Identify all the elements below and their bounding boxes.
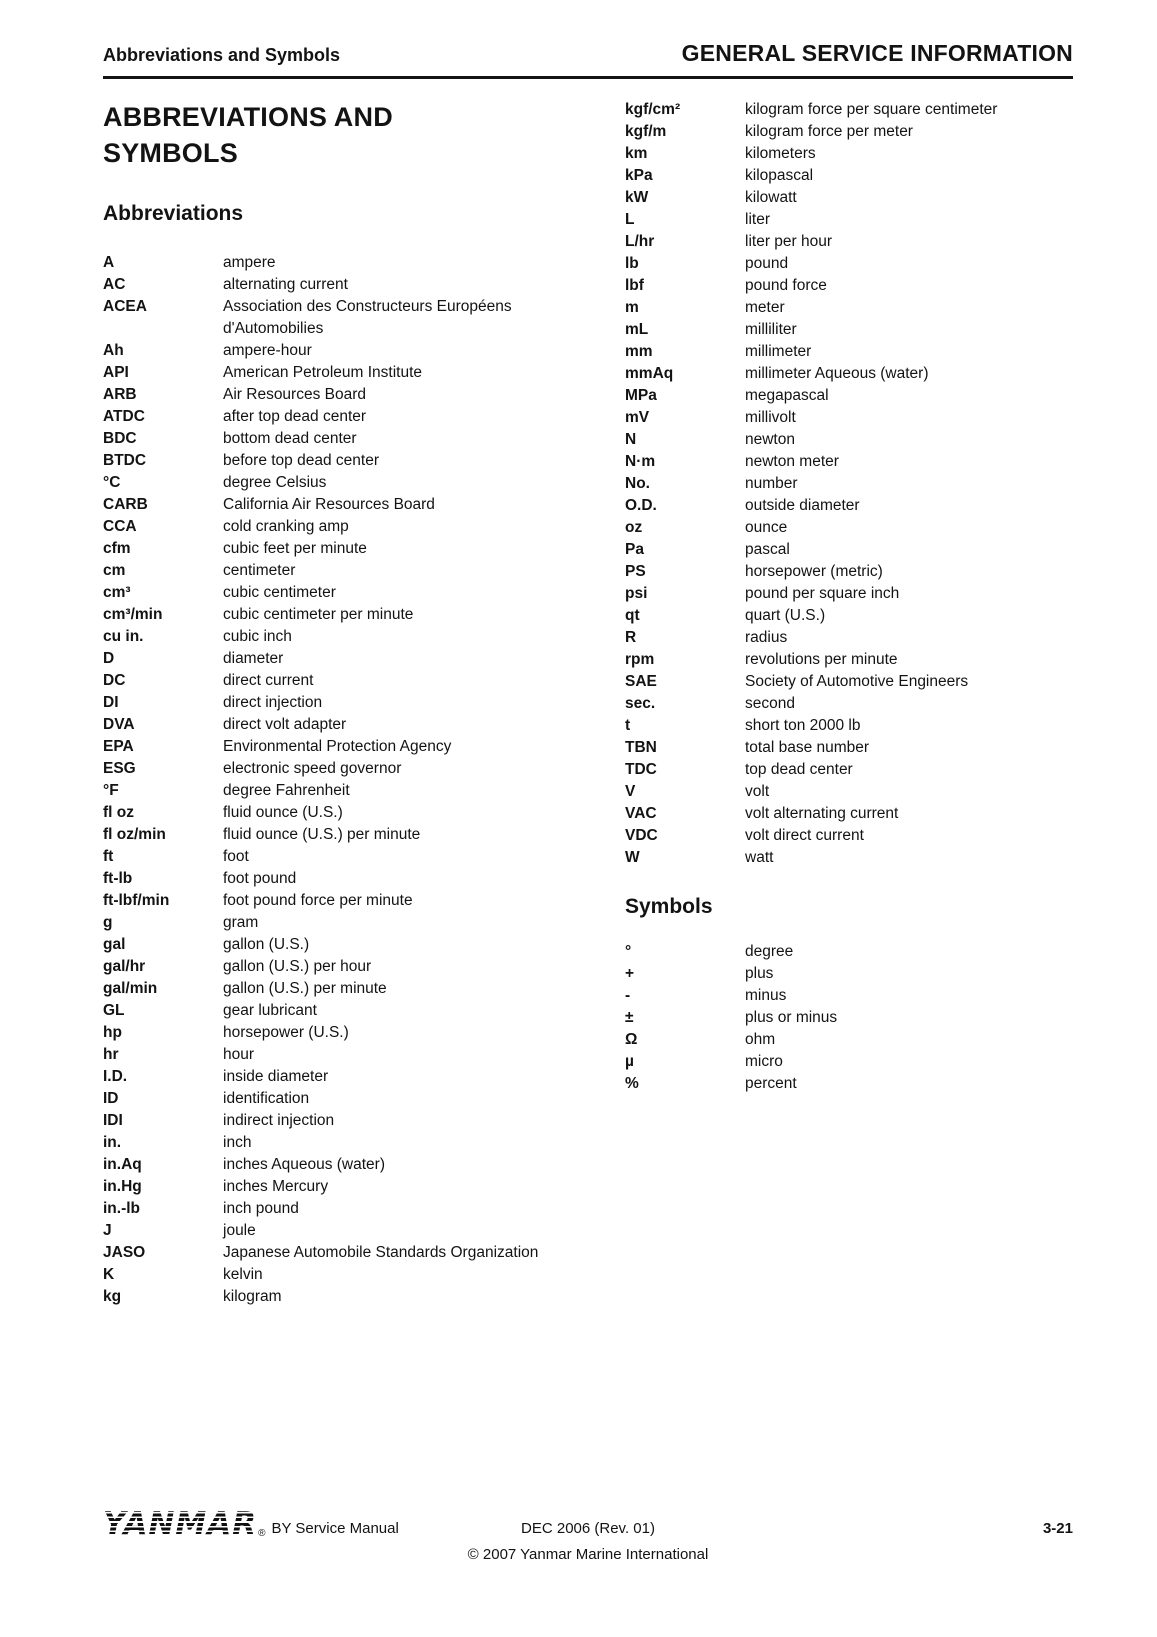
abbreviation-entry-definition: cubic centimeter per minute [223, 605, 414, 623]
abbreviation-entry-definition: volt [745, 783, 770, 800]
abbreviation-entry-term: O.D. [625, 497, 657, 514]
abbreviation-entry-definition: kilogram force per square centimeter [745, 101, 998, 118]
abbreviation-entry-term: W [625, 849, 640, 866]
abbreviation-entry [625, 759, 1073, 781]
abbreviation-entry-definition: horsepower (U.S.) [223, 1023, 349, 1041]
abbreviation-entry [103, 538, 600, 560]
abbreviation-entry [103, 1066, 600, 1088]
abbreviation-entry-definition: American Petroleum Institute [223, 363, 423, 381]
header-section-title: Abbreviations and Symbols [103, 45, 341, 65]
abbreviation-entry-definition: degree Celsius [223, 473, 327, 491]
symbols-list [625, 941, 1073, 1095]
abbreviation-entry-term: V [625, 783, 636, 800]
abbreviation-entry-definition: kilopascal [745, 167, 814, 184]
abbreviation-entry-definition: inch pound [223, 1199, 299, 1217]
abbreviation-entry-definition: before top dead center [223, 451, 379, 469]
abbreviation-entry-definition: foot pound [223, 869, 297, 887]
abbreviation-entry [625, 341, 1073, 363]
abbreviation-entry [625, 517, 1073, 539]
abbreviation-entry-term: mV [625, 409, 650, 426]
registered-trademark-icon: ® [258, 1528, 266, 1539]
abbreviation-entry [625, 363, 1073, 385]
abbreviation-entry [103, 1264, 600, 1286]
abbreviation-entry-definition: direct volt adapter [223, 715, 347, 733]
symbol-entry-definition: minus [745, 987, 787, 1004]
abbreviation-entry [625, 473, 1073, 495]
abbreviation-entry-definition: indirect injection [223, 1111, 335, 1129]
abbreviation-entry [103, 934, 600, 956]
abbreviation-entry [103, 912, 600, 934]
abbreviation-entry [625, 539, 1073, 561]
abbreviation-entry-term: ft-lbf/min [103, 891, 170, 909]
abbreviation-entry [103, 692, 600, 714]
abbreviation-entry-term: ARB [103, 385, 137, 403]
abbreviation-entry [103, 428, 600, 450]
abbreviation-entry-definition: gear lubricant [223, 1001, 317, 1019]
footer-row [103, 1506, 1073, 1542]
abbreviation-entry-term: hr [103, 1045, 119, 1063]
symbol-entry-definition: ohm [745, 1031, 776, 1048]
abbreviations-heading: Abbreviations [103, 201, 244, 225]
symbol-entry-term: ° [625, 943, 632, 960]
abbreviation-entry-term: in. [103, 1133, 122, 1151]
abbreviation-entry [103, 868, 600, 890]
abbreviation-entry-definition: Air Resources Board [223, 385, 367, 403]
abbreviation-entry-definition: hour [223, 1045, 255, 1063]
abbreviation-entry [103, 604, 600, 626]
abbreviation-entry-term: AC [103, 275, 126, 293]
abbreviation-entry [625, 649, 1073, 671]
abbreviation-entry-term: mmAq [625, 365, 674, 382]
abbreviation-entry-term: DI [103, 693, 119, 711]
abbreviation-entry-term: in.Aq [103, 1155, 142, 1173]
abbreviation-entry [103, 582, 600, 604]
abbreviation-entry-definition: degree Fahrenheit [223, 781, 350, 799]
abbreviation-entry [625, 231, 1073, 253]
abbreviation-entry-term: TDC [625, 761, 657, 778]
abbreviation-entry [103, 1110, 600, 1132]
abbreviation-entry-term: cu in. [103, 627, 144, 645]
abbreviation-entry-term: L/hr [625, 233, 655, 250]
abbreviation-entry [103, 494, 600, 516]
abbreviation-entry [625, 737, 1073, 759]
yanmar-logo: YANMAR [103, 1506, 258, 1542]
page-footer [103, 1506, 1073, 1563]
abbreviation-entry-definition: number [745, 475, 798, 492]
abbreviation-entry-definition: watt [745, 849, 774, 866]
abbreviation-entry-term: MPa [625, 387, 657, 404]
abbreviation-entry-term: No. [625, 475, 650, 492]
abbreviation-entry-term: JASO [103, 1243, 146, 1261]
abbreviation-entry-definition: quart (U.S.) [745, 607, 826, 624]
symbol-entry-definition: plus or minus [745, 1009, 838, 1026]
abbreviation-entry-term: lbf [625, 277, 644, 294]
abbreviation-entry-definition: liter [745, 211, 770, 228]
abbreviation-entry-definition: foot [223, 847, 249, 865]
abbreviation-entry-term: TBN [625, 739, 657, 756]
abbreviation-entry [625, 143, 1073, 165]
abbreviation-entry-term: rpm [625, 651, 655, 668]
abbreviations-list-col2 [625, 99, 1073, 869]
abbreviation-entry-definition: outside diameter [745, 497, 860, 514]
abbreviation-entry-definition: kilogram force per meter [745, 123, 913, 140]
abbreviation-entry-term: CARB [103, 495, 148, 513]
abbreviation-entry-term: m [625, 299, 639, 316]
abbreviation-entry [103, 1242, 600, 1264]
abbreviation-entry-definition: gallon (U.S.) per hour [223, 957, 372, 975]
abbreviation-entry-term: VAC [625, 805, 657, 822]
abbreviation-entry-term: DVA [103, 715, 135, 733]
abbreviation-entry [103, 824, 600, 846]
abbreviation-entry-definition: second [745, 695, 795, 712]
abbreviation-entry [625, 715, 1073, 737]
abbreviation-entry-definition: cubic centimeter [223, 583, 336, 601]
abbreviation-entry-definition: inches Mercury [223, 1177, 329, 1195]
abbreviation-entry-term: ft [103, 847, 114, 865]
abbreviation-entry-definition: kilometers [745, 145, 816, 162]
abbreviation-entry-term: DC [103, 671, 126, 689]
left-column [103, 99, 600, 1308]
abbreviation-entry-term: mL [625, 321, 649, 338]
abbreviation-entry [103, 1286, 600, 1308]
abbreviation-entry-term: ATDC [103, 407, 145, 425]
abbreviation-entry [103, 1154, 600, 1176]
abbreviation-entry-term: gal [103, 935, 126, 953]
abbreviation-entry-definition: newton meter [745, 453, 839, 470]
abbreviation-entry-definition: pound [745, 255, 789, 272]
abbreviation-entry-definition: inside diameter [223, 1067, 329, 1085]
symbol-entry-term: + [625, 965, 635, 982]
symbol-entry-definition: plus [745, 965, 774, 982]
symbol-entry [625, 985, 1073, 1007]
abbreviation-entry-definition: gram [223, 913, 259, 931]
abbreviation-entry-definition: milliliter [745, 321, 797, 338]
header-chapter-title: GENERAL SERVICE INFORMATION [681, 40, 1073, 66]
abbreviation-entry [103, 384, 600, 406]
abbreviation-entry-term: qt [625, 607, 640, 624]
abbreviation-entry-definition: direct current [223, 671, 314, 689]
abbreviation-entry-definition: gallon (U.S.) per minute [223, 979, 387, 997]
abbreviation-entry [103, 890, 600, 912]
abbreviation-entry-definition: millimeter Aqueous (water) [745, 365, 929, 382]
abbreviation-entry [103, 1198, 600, 1220]
abbreviation-entry-term: kgf/cm² [625, 101, 681, 118]
abbreviation-entry-term: kPa [625, 167, 653, 184]
abbreviation-entry [103, 736, 600, 758]
abbreviation-entry [625, 803, 1073, 825]
abbreviation-entry-term: hp [103, 1023, 122, 1041]
abbreviation-entry-definition: direct injection [223, 693, 323, 711]
abbreviation-entry-definition: megapascal [745, 387, 829, 404]
abbreviation-entry [103, 978, 600, 1000]
symbol-entry-term: ± [625, 1009, 634, 1026]
abbreviation-entry-term: kW [625, 189, 649, 206]
abbreviation-entry-definition: meter [745, 299, 785, 316]
symbol-entry-definition: degree [745, 943, 794, 960]
abbreviation-entry-term: PS [625, 563, 646, 580]
footer-manual-name: BY Service Manual [271, 1520, 399, 1537]
abbreviation-entry [625, 319, 1073, 341]
abbreviation-entry-definition: ampere-hour [223, 341, 312, 359]
abbreviation-entry-term: g [103, 913, 113, 931]
abbreviation-entry [103, 802, 600, 824]
abbreviation-entry-definition: diameter [223, 649, 284, 667]
abbreviation-entry [625, 627, 1073, 649]
symbol-entry [625, 941, 1073, 963]
abbreviation-entry-term: kg [103, 1287, 122, 1305]
abbreviation-entry-definition: alternating current [223, 275, 348, 293]
abbreviation-entry-term: I.D. [103, 1067, 128, 1085]
abbreviation-entry [625, 407, 1073, 429]
abbreviation-entry-term: N·m [625, 453, 656, 470]
abbreviation-entry [103, 1044, 600, 1066]
abbreviation-entry-definition: radius [745, 629, 788, 646]
abbreviation-entry [625, 121, 1073, 143]
abbreviation-entry-definition: cold cranking amp [223, 517, 349, 535]
abbreviation-entry-term: cfm [103, 539, 131, 557]
abbreviation-entry-definition: ampere [223, 253, 276, 271]
abbreviation-entry-definition: cubic inch [223, 627, 292, 645]
abbreviation-entry-definition: short ton 2000 lb [745, 717, 861, 734]
abbreviation-entry [625, 253, 1073, 275]
abbreviation-entry [625, 187, 1073, 209]
abbreviation-entry-definition: fluid ounce (U.S.) per minute [223, 825, 421, 843]
abbreviation-entry [625, 451, 1073, 473]
abbreviation-entry [103, 274, 600, 296]
symbol-entry-definition: percent [745, 1075, 797, 1092]
abbreviation-entry-term: cm³/min [103, 605, 163, 623]
abbreviation-entry [103, 626, 600, 648]
abbreviation-entry [625, 297, 1073, 319]
abbreviation-entry [103, 714, 600, 736]
abbreviation-entry-definition: pound per square inch [745, 585, 900, 602]
abbreviation-entry [103, 670, 600, 692]
abbreviation-entry [103, 472, 600, 494]
abbreviation-entry [625, 275, 1073, 297]
symbol-entry-definition: micro [745, 1053, 783, 1070]
abbreviation-entry-definition: volt alternating current [745, 805, 899, 822]
abbreviation-entry [103, 362, 600, 384]
abbreviation-entry-definition: pascal [745, 541, 790, 558]
symbol-entry [625, 1029, 1073, 1051]
abbreviation-entry-term: EPA [103, 737, 134, 755]
symbols-heading: Symbols [625, 895, 713, 918]
abbreviation-entry [103, 846, 600, 868]
abbreviation-entry [625, 561, 1073, 583]
abbreviation-entry-term: GL [103, 1001, 125, 1019]
abbreviation-entry-definition: volt direct current [745, 827, 864, 844]
abbreviation-entry-term: API [103, 363, 129, 381]
abbreviation-entry-definition: bottom dead center [223, 429, 357, 447]
abbreviation-entry-definition: Japanese Automobile Standards Organization [223, 1243, 539, 1261]
abbreviation-entry [103, 1000, 600, 1022]
abbreviation-entry-term: D [103, 649, 115, 667]
abbreviation-entry-definition: kilogram [223, 1287, 282, 1305]
abbreviation-entry-definition: millimeter [745, 343, 812, 360]
symbol-entry [625, 1073, 1073, 1095]
abbreviation-entry-definition: ounce [745, 519, 788, 536]
abbreviation-entry-definition: joule [223, 1221, 256, 1239]
footer-copyright: © 2007 Yanmar Marine International [467, 1546, 709, 1563]
abbreviation-entry [103, 252, 600, 274]
abbreviation-entry-term: cm³ [103, 583, 131, 601]
abbreviation-entry [103, 560, 600, 582]
abbreviation-entry [103, 758, 600, 780]
abbreviation-entry [625, 825, 1073, 847]
abbreviation-entry [103, 1088, 600, 1110]
abbreviation-entry-definition: inches Aqueous (water) [223, 1155, 385, 1173]
abbreviation-entry-term: km [625, 145, 648, 162]
abbreviation-entry [103, 296, 600, 340]
abbreviation-entry-term: Pa [625, 541, 644, 558]
abbreviation-entry-definition: Environmental Protection Agency [223, 737, 452, 755]
abbreviation-entry [625, 583, 1073, 605]
abbreviation-entry-definition: kelvin [223, 1265, 263, 1283]
symbol-entry [625, 1007, 1073, 1029]
abbreviation-entry-term: BDC [103, 429, 137, 447]
abbreviation-entry-definition: newton [745, 431, 795, 448]
abbreviation-entry-term: oz [625, 519, 643, 536]
abbreviation-entry-term: ID [103, 1089, 119, 1107]
abbreviation-entry [103, 340, 600, 362]
abbreviation-entry-term: in.Hg [103, 1177, 142, 1195]
abbreviation-entry-term: lb [625, 255, 639, 272]
abbreviation-entry-definition: revolutions per minute [745, 651, 898, 668]
abbreviation-entry-term: cm [103, 561, 126, 579]
symbol-entry-term: Ω [625, 1031, 638, 1048]
abbreviation-entry [103, 648, 600, 670]
abbreviation-entry [625, 99, 1073, 121]
abbreviation-entry-term: R [625, 629, 637, 646]
abbreviation-entry-term: A [103, 253, 115, 271]
abbreviation-entry [103, 406, 600, 428]
abbreviation-entry-term: ESG [103, 759, 136, 777]
abbreviation-entry-term: psi [625, 585, 648, 602]
symbol-entry [625, 1051, 1073, 1073]
abbreviation-entry-term: BTDC [103, 451, 147, 469]
abbreviation-entry-definition: Society of Automotive Engineers [745, 673, 969, 690]
abbreviation-entry-term: N [625, 431, 637, 448]
abbreviation-entry-definition: after top dead center [223, 407, 367, 425]
abbreviation-entry-term: VDC [625, 827, 658, 844]
abbreviation-entry-definition: inch [223, 1133, 252, 1151]
abbreviation-entry-definition: electronic speed governor [223, 759, 402, 777]
abbreviation-entry-term: mm [625, 343, 653, 360]
symbol-entry [625, 963, 1073, 985]
abbreviation-entry-definition: identification [223, 1089, 310, 1107]
abbreviation-entry-term: °F [103, 781, 119, 799]
abbreviation-entry-term: kgf/m [625, 123, 667, 140]
abbreviation-entry [625, 429, 1073, 451]
abbreviation-entry-definition: foot pound force per minute [223, 891, 413, 909]
abbreviation-entry [103, 1022, 600, 1044]
abbreviation-entry-term: gal/hr [103, 957, 146, 975]
abbreviation-entry [103, 450, 600, 472]
abbreviation-entry-definition: fluid ounce (U.S.) [223, 803, 343, 821]
abbreviation-entry [625, 671, 1073, 693]
abbreviation-entry-term: IDI [103, 1111, 123, 1129]
abbreviation-entry-term: SAE [625, 673, 657, 690]
abbreviation-entry [103, 516, 600, 538]
abbreviation-entry [103, 1132, 600, 1154]
abbreviation-entry-term: sec. [625, 695, 656, 712]
abbreviation-entry-definition: total base number [745, 739, 870, 756]
abbreviation-entry-definition: cubic feet per minute [223, 539, 367, 557]
abbreviation-entry-definition: gallon (U.S.) [223, 935, 310, 953]
abbreviation-entry-definition: California Air Resources Board [223, 495, 435, 513]
abbreviation-entry-term: L [625, 211, 635, 228]
abbreviation-entry-term: gal/min [103, 979, 158, 997]
page-header [103, 40, 1073, 79]
abbreviation-entry-term: fl oz/min [103, 825, 166, 843]
abbreviation-entry [625, 847, 1073, 869]
symbol-entry-term: % [625, 1075, 639, 1092]
abbreviations-list-col1 [103, 252, 600, 1308]
abbreviation-entry-definition: pound force [745, 277, 827, 294]
abbreviation-entry-term: K [103, 1265, 115, 1283]
abbreviation-entry-definition: millivolt [745, 409, 796, 426]
abbreviation-entry [625, 693, 1073, 715]
abbreviation-entry [625, 495, 1073, 517]
abbreviation-entry-term: CCA [103, 517, 137, 535]
footer-left [103, 1506, 426, 1542]
page-number: 3-21 [1042, 1520, 1073, 1537]
abbreviation-entry [625, 605, 1073, 627]
abbreviation-entry-term: °C [103, 473, 121, 491]
abbreviation-entry-definition: liter per hour [745, 233, 833, 250]
abbreviation-entry [625, 385, 1073, 407]
abbreviation-entry-definition: kilowatt [745, 189, 797, 206]
abbreviation-entry [103, 1176, 600, 1198]
abbreviation-entry [103, 956, 600, 978]
abbreviation-entry-term: fl oz [103, 803, 134, 821]
footer-revision: DEC 2006 (Rev. 01) [521, 1520, 655, 1537]
abbreviation-entry [625, 781, 1073, 803]
abbreviation-entry [103, 1220, 600, 1242]
abbreviation-entry [103, 780, 600, 802]
abbreviation-entry-definition: horsepower (metric) [745, 563, 883, 580]
abbreviation-entry-term: t [625, 717, 631, 734]
abbreviation-entry-term: ACEA [103, 297, 147, 315]
symbol-entry-term: µ [625, 1053, 634, 1070]
abbreviation-entry-definition: centimeter [223, 561, 296, 579]
abbreviation-entry [625, 165, 1073, 187]
abbreviation-entry [625, 209, 1073, 231]
symbol-entry-term: - [625, 987, 631, 1004]
abbreviation-entry-term: Ah [103, 341, 124, 359]
abbreviation-entry-term: J [103, 1221, 112, 1239]
abbreviation-entry-definition: Association des Constructeurs Européens d'Automobilies [223, 297, 512, 337]
abbreviation-entry-term: in.-lb [103, 1199, 141, 1217]
abbreviation-entry-definition: top dead center [745, 761, 853, 778]
abbreviation-entry-term: ft-lb [103, 869, 133, 887]
page-title: ABBREVIATIONS AND SYMBOLS [103, 102, 393, 169]
content-columns [103, 99, 1073, 1308]
right-column [625, 99, 1073, 1308]
